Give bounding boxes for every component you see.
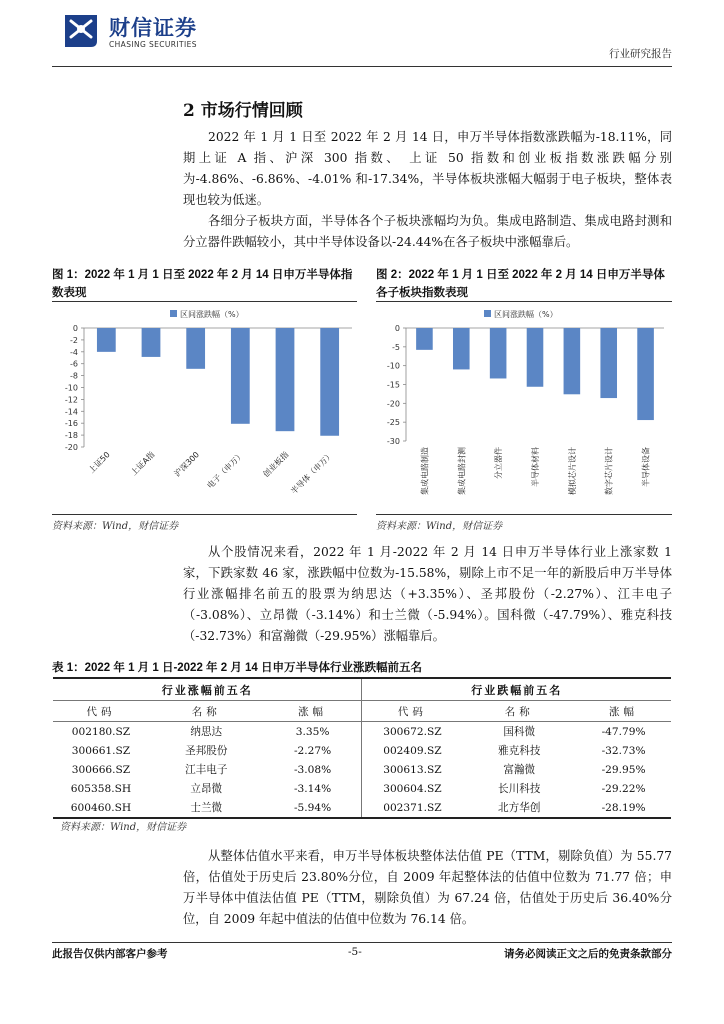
x-tick-label: 电子（申万） [205,450,246,491]
figure2-bottom-rule [376,514,672,515]
col-header-name: 名称 [191,705,221,718]
cell-name: 圣邦股份 [185,745,228,757]
col-header-name: 名称 [504,705,534,718]
cell-code: 605358.SH [70,782,132,795]
right-table-header: 行业跌幅前五名 [362,678,671,701]
cell-change: 3.35% [295,725,330,738]
cell-code: 300666.SZ [71,763,131,776]
legend-label: 区间涨跌幅（%） [494,310,558,319]
cell-code: 300613.SZ [362,760,462,779]
cell-change: -28.19% [601,801,646,814]
footer-divider [52,942,672,943]
y-tick-label: -10 [64,383,78,393]
bar [416,328,433,350]
paragraph-stocks: 从个股情况来看，2022 年 1 月-2022 年 2 月 14 日申万半导体行业上涨家数 1 家，下跌家数 46 家，涨跌幅中位数为-15.58%，剔除上市不足一年的新股后申万半导体行业涨幅排名前五的股票为纳思达（+3.35%）、圣邦股份（-2.27%）、江丰电子（-3.08%）、立昂微（-3.14%）和士兰微（-5.94%）。国科微（-47.79%）、雅克科技（-32.73%）和富瀚微（-29.95%）涨幅靠后。 [183,545,672,643]
cell-change: -29.95% [601,763,646,776]
table-row [53,779,671,798]
x-tick-label: 半导体设备 [641,447,651,487]
cell-change: -47.79% [601,725,646,738]
y-tick-label: 0 [72,324,78,333]
cell-change: -29.22% [601,782,646,795]
legend-label: 区间涨跌幅（%） [180,310,244,319]
cell-code: 600460.SH [70,801,132,814]
figure1-top-rule [52,301,357,302]
y-tick-label: 0 [394,324,400,333]
x-tick-label: 沪深300 [172,450,202,479]
bar [142,328,161,357]
y-tick-label: -5 [392,342,400,352]
header-divider [52,66,672,67]
logo-icon [61,11,101,51]
footer-disclaimer-right: 请务必阅读正文之后的免责条款部分 [504,948,672,960]
bar [527,328,544,387]
ranking-table [53,677,671,819]
cell-code: 002180.SZ [71,725,131,738]
figure1-chart [52,304,357,514]
x-tick-label: 集成电路制造 [420,447,430,495]
legend-swatch [170,310,177,317]
y-tick-label: -25 [386,418,400,428]
cell-code: 300672.SZ [362,722,462,742]
table1-title: 表 1：2022 年 1 月 1 日-2022 年 2 月 14 日申万半导体行业涨跌幅前五名 [52,662,423,674]
y-tick-label: -6 [70,359,78,369]
legend-swatch [484,310,491,317]
col-header-change: 涨幅 [609,705,639,718]
bar [490,328,507,378]
cell-change: -2.27% [293,744,332,757]
y-tick-label: -2 [70,335,78,345]
col-header-code: 代码 [86,705,116,718]
cell-name: 长川科技 [498,783,541,795]
figure1-title: 图 1：2022 年 1 月 1 日至 2022 年 2 月 14 日申万半导体指数表现 [52,269,353,299]
y-tick-label: -18 [64,431,78,441]
cell-name: 北方华创 [498,802,541,814]
cell-change: -3.08% [293,763,332,776]
cell-code: 300604.SZ [362,779,462,798]
bar [97,328,116,352]
x-tick-label: 集成电路封测 [457,447,467,495]
paragraph-market-overview: 2022 年 1 月 1 日至 2022 年 2 月 14 日，申万半导体指数涨跌幅为-18.11%，同期上证 A 指、沪深 300 指数、 上证 50 指数和创业板指数涨跌幅分别为-4.86%、-6.86%、-4.01% 和-17.34%，半导体板块涨幅大幅弱于电子板块，整体表现也较为低迷。 [183,130,672,207]
cell-name: 国科微 [503,726,536,738]
cell-name: 江丰电子 [185,764,228,776]
page-number: -5- [348,946,362,958]
cell-code: 300661.SZ [71,744,131,757]
cell-name: 雅克科技 [498,745,541,757]
footer-disclaimer-left: 此报告仅供内部客户参考 [52,948,168,960]
y-tick-label: -8 [70,371,78,381]
x-tick-label: 半导体材料 [531,447,540,487]
y-tick-label: -16 [64,419,78,429]
logo-text-cn: 财信证券 [109,16,197,40]
y-tick-label: -15 [386,380,400,390]
cell-name: 纳思达 [190,726,223,738]
paragraph-subsectors: 各细分子板块方面，半导体各个子板块涨幅均为负。集成电路制造、集成电路封测和分立器件跌幅较小，其中半导体设备以-24.44%在各子板块中涨幅靠后。 [183,214,672,249]
cell-change: -3.14% [293,782,332,795]
figure2-title: 图 2：2022 年 1 月 1 日至 2022 年 2 月 14 日申万半导体各子板块指数表现 [376,269,665,299]
col-header-code: 代码 [362,701,462,722]
bar [637,328,654,420]
report-type-label: 行业研究报告 [609,48,672,60]
x-tick-label: 上证A指 [129,450,157,478]
table-row [53,760,671,779]
bar [600,328,617,398]
bar [276,328,295,431]
page-header [0,0,724,70]
logo-text-en: CHASING SECURITIES [109,40,197,49]
x-tick-label: 上证50 [86,450,112,475]
bar [564,328,581,394]
cell-name: 立昂微 [190,783,223,795]
y-tick-label: -10 [386,361,400,371]
bar [453,328,470,369]
table1-source: 资料来源：Wind，财信证券 [60,822,187,833]
figure2-source: 资料来源：Wind，财信证券 [376,521,503,532]
section-title: 2 市场行情回顾 [183,101,303,121]
cell-name: 士兰微 [190,802,223,814]
table-row [53,741,671,760]
table-row [53,722,671,742]
y-tick-label: -14 [64,407,78,417]
x-tick-label: 分立器件 [494,447,504,479]
y-tick-label: -4 [70,347,78,357]
col-header-change: 涨幅 [298,705,328,718]
cell-change: -32.73% [601,744,646,757]
table1 [53,677,671,819]
cell-change: -5.94% [293,801,332,814]
cell-code: 002371.SZ [362,798,462,818]
x-tick-label: 半导体（申万） [289,450,336,497]
cell-name: 富瀚微 [503,764,536,776]
bar [186,328,205,369]
x-tick-label: 数字芯片设计 [604,447,614,495]
paragraph-valuation: 从整体估值水平来看，申万半导体板块整体法估值 PE（TTM，剔除负值）为 55.77 倍，估值处于历史后 23.80%分位，自 2009 年起整体法的估值中位数为 71.77 倍；申万半导体中值法估值 PE（TTM，剔除负值）为 67.24 倍，估值处于历史后 36.40%分位，自 2009 年起中值法的估值中位数为 76.14 倍。 [183,849,672,926]
y-tick-label: -30 [386,437,400,446]
figure2-top-rule [376,301,672,302]
y-tick-label: -20 [386,399,400,409]
left-table-header: 行业涨幅前五名 [161,683,253,697]
bar [231,328,250,424]
y-tick-label: -20 [64,443,78,452]
figure2-chart [376,304,672,514]
bar [320,328,339,436]
y-tick-label: -12 [64,395,78,405]
figure1-bottom-rule [52,514,357,515]
x-tick-label: 创业板指 [261,450,291,480]
cell-code: 002409.SZ [362,741,462,760]
table-row [53,798,671,818]
figure1-source: 资料来源：Wind，财信证券 [52,521,179,532]
x-tick-label: 模拟芯片设计 [567,447,577,495]
